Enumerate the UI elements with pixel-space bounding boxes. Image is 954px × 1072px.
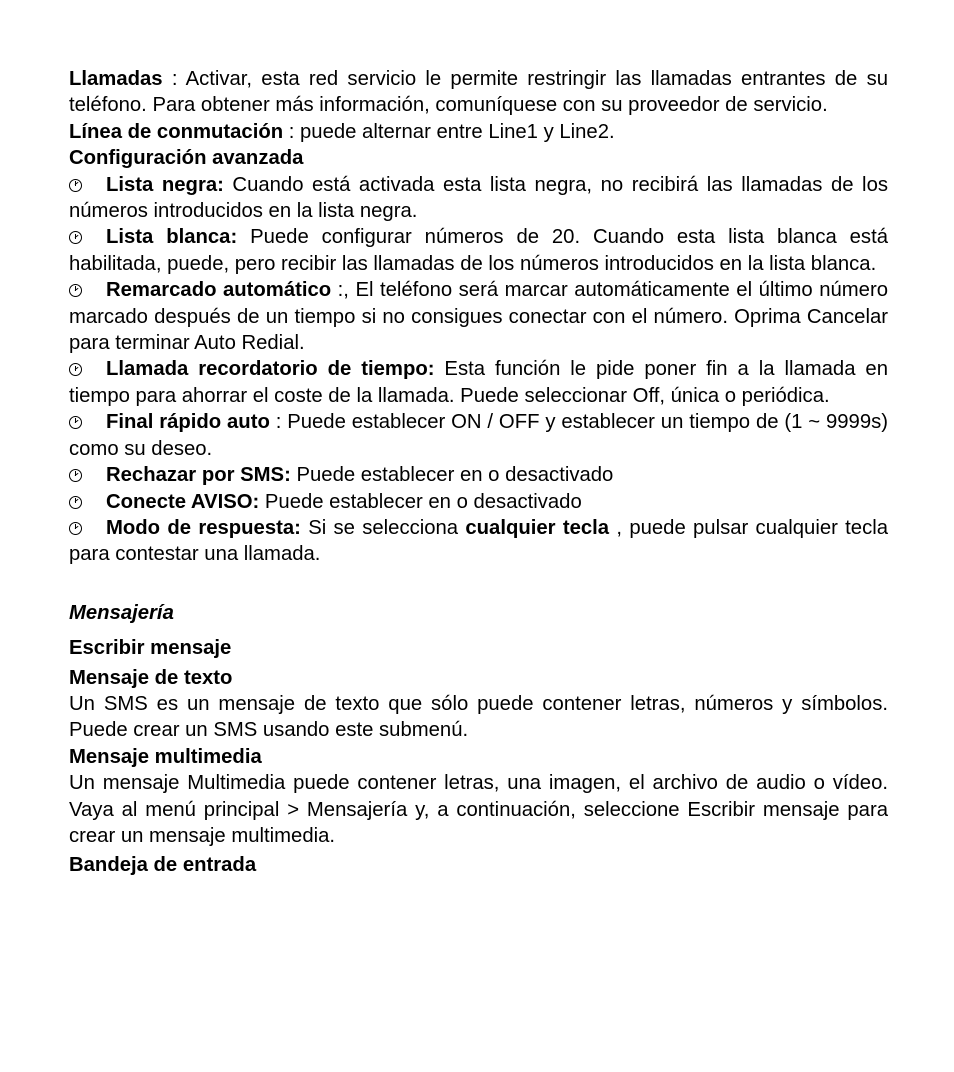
bullet-text: Puede establecer en o desactivado (259, 490, 582, 513)
llamadas-label: Llamadas (69, 68, 163, 90)
clock-icon (69, 231, 82, 244)
clock-icon (69, 416, 82, 429)
clock-icon (69, 284, 82, 297)
heading-escribir-mensaje: Escribir mensaje (69, 637, 232, 660)
linea-text: : puede alternar entre Line1 y Line2. (283, 120, 615, 143)
bullet-modo-respuesta (69, 515, 888, 568)
heading-bandeja-entrada: Bandeja de entrada (69, 854, 257, 877)
bullet-text: :, El teléfono será marcar automáticamente el último número marcado después de un tiempo si no consigues conectar con el número. Oprima Cancelar para terminar Auto Redial. (69, 279, 888, 355)
llamadas-paragraph (69, 66, 888, 119)
clock-icon (69, 179, 82, 192)
bullet-label: Lista blanca: (106, 226, 238, 249)
bullet-text: , puede pulsar cualquier tecla para contestar una llamada. (69, 516, 889, 566)
bullet-rechazar-sms (69, 462, 888, 488)
bullet-label: Llamada recordatorio de tiempo: (106, 358, 435, 381)
document-page (69, 66, 888, 879)
linea-label: Línea de conmutación (69, 120, 284, 143)
bullet-bold-term: cualquier tecla (465, 516, 610, 539)
bullet-lista-blanca (69, 224, 888, 277)
body-mensaje-texto: Un SMS es un mensaje de texto que sólo puede contener letras, números y símbolos. Puede crear un SMS usando este submenú. (69, 692, 888, 742)
bullet-label: Modo de respuesta: (106, 516, 301, 539)
bullet-remarcado (69, 277, 888, 356)
bullet-label: Conecte AVISO: (106, 490, 260, 513)
heading-mensaje-multimedia: Mensaje multimedia (69, 745, 262, 768)
bullet-text-before: Si se selecciona (300, 516, 466, 539)
bullet-label: Rechazar por SMS: (106, 464, 291, 487)
body-mensaje-multimedia: Un mensaje Multimedia puede contener letras, una imagen, el archivo de audio o vídeo. Vaya al menú principal > Mensajería y, a continuación, seleccione Escribir mensaje para crear un mensaje multimedia. (69, 772, 888, 847)
heading-mensaje-texto: Mensaje de texto (69, 666, 233, 689)
bullet-final-rapido (69, 409, 888, 462)
bullet-text: Cuando está activada esta lista negra, no recibirá las llamadas de los números introducidos en la lista negra. (69, 173, 888, 223)
bullet-label: Lista negra: (106, 173, 224, 196)
section-title-mensajeria: Mensajería (69, 601, 174, 624)
config-heading: Configuración avanzada (69, 147, 304, 170)
bullet-label: Remarcado automático (106, 279, 332, 302)
llamadas-text: : Activar, esta red servicio le permite restringir las llamadas entrantes de su teléfono. Para obtener más información, comuníquese con su proveedor de servicio. (69, 68, 888, 117)
bullet-lista-negra (69, 172, 888, 225)
bullet-text: Puede establecer en o desactivado (290, 464, 614, 487)
bullet-text: Esta función le pide poner fin a la llamada en tiempo para ahorrar el coste de la llamada. Puede seleccionar Off, única o periódica. (69, 358, 888, 407)
bullet-text: Puede configurar números de 20. Cuando esta lista blanca está habilitada, puede, pero recibir las llamadas de los números introducidos en la lista blanca. (69, 226, 888, 275)
bullet-recordatorio (69, 356, 888, 409)
bullet-conecte-aviso (69, 489, 888, 515)
bullet-text: : Puede establecer ON / OFF y establecer un tiempo de (1 ~ 9999s) como su deseo. (69, 411, 888, 460)
linea-paragraph (69, 119, 888, 145)
clock-icon (69, 469, 82, 482)
bullet-label: Final rápido auto (106, 411, 270, 434)
clock-icon (69, 522, 82, 535)
clock-icon (69, 496, 82, 509)
clock-icon (69, 363, 82, 376)
